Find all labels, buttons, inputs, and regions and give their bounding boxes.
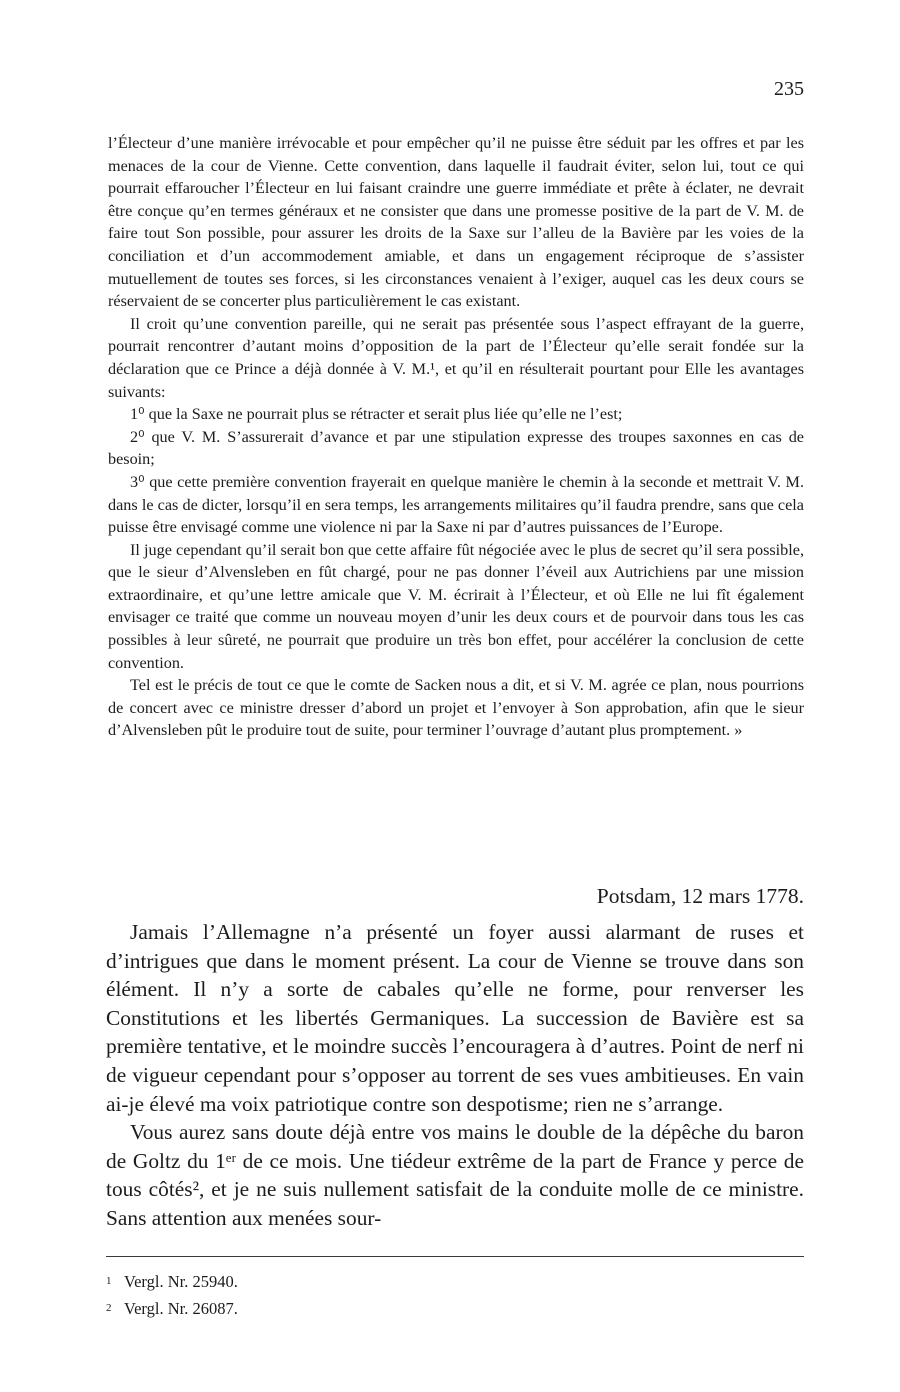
paragraph: Jamais l’Allemagne n’a présenté un foyer aussi alarmant de ruses et d’intrigues que dans le moment présent. La cour de Vienne se trouve dans son élément. Il n’y a sorte de cabales qu’elle ne forme, pour renverser les Constitutions et les libertés Germaniques. La succession de Bavière est sa première tentative, et le moindre succès l’encouragera à d’autres. Point de nerf ni de vigueur cependant pour s’opposer au torrent de ses vues ambitieuses. En vain ai-je élevé ma voix patriotique contre son despotisme; rien ne s’arrange. [106, 920, 804, 1116]
footnote [106, 1295, 804, 1322]
letter-dateline: Potsdam, 12 mars 1778. [596, 884, 804, 908]
paragraph: Il croit qu’une convention pareille, qui ne serait pas présentée sous l’aspect effrayant de la guerre, pourrait rencontrer d’autant moins d’opposition de la part de l’Électeur qu’elle serait fondée sur la déclaration que ce Prince a déjà donnée à V. M.¹, et qu’il en résulterait pourtant pour Elle les avantages suivants: [108, 314, 804, 401]
footnote-mark: 1 [106, 1275, 112, 1287]
paragraph: l’Électeur d’une manière irrévocable et pour empêcher qu’il ne puisse être séduit par les offres et par les menaces de la cour de Vienne. Cette convention, dans laquelle il faudrait éviter, selon lui, tout ce qui pourrait effaroucher l’Électeur en lui faisant craindre une guerre immédiate et prête à éclater, ne devrait être conçue qu’en termes généraux et ne consister que dans une promesse positive de la part de V. M. de faire tout Son possible, pour assurer les droits de la Saxe sur l’alleu de la Bavière par les voies de la conciliation et d’un accommodement amiable, et dans un engagement réciproque de s’assister mutuellement de toutes ses forces, si les circonstances venaient à l’exiger, auquel cas les deux cours se réservaient de se concerter plus particulièrement le cas existant. [108, 134, 804, 311]
footnotes [106, 1268, 804, 1322]
paragraph: 2⁰ que V. M. S’assurerait d’avance et par une stipulation expresse des troupes saxonnes en cas de besoin; [108, 427, 804, 469]
paragraph: 1⁰ que la Saxe ne pourrait plus se rétracter et serait plus liée qu’elle ne l’est; [130, 405, 623, 424]
footnote-divider [106, 1256, 804, 1257]
page-number: 235 [774, 78, 804, 100]
footnote-mark: 2 [106, 1302, 112, 1314]
paragraph: Vous aurez sans doute déjà entre vos mains le double de la dépêche du baron de Goltz du 1ᵉʳ de ce mois. Une tiédeur extrême de la part de France y perce de tous côtés², et je ne suis nullement satisfait de la conduite molle de ce ministre. Sans attention aux menées sour- [106, 1120, 804, 1230]
letter-body [106, 918, 804, 1233]
footnote-text: Vergl. Nr. 26087. [124, 1299, 238, 1318]
footnote-text: Vergl. Nr. 25940. [124, 1272, 238, 1291]
footnote [106, 1268, 804, 1295]
paragraph: 3⁰ que cette première convention frayerait en quelque manière le chemin à la seconde et mettrait V. M. dans le cas de dicter, lorsqu’il en sera temps, les arrangements militaires qu’il faudra prendre, sans que cela puisse être envisagé comme une violence ni par la Saxe ni par d’autres puissances de l’Europe. [108, 472, 804, 537]
paragraph: Tel est le précis de tout ce que le comte de Sacken nous a dit, et si V. M. agrée ce plan, nous pourrions de concert avec ce ministre dresser d’abord un projet et l’envoyer à Son approbation, afin que le sieur d’Alvensleben pût le produire tout de suite, pour terminer l’ouvrage d’autant plus promptement. » [108, 676, 804, 740]
paragraph: Il juge cependant qu’il serait bon que cette affaire fût négociée avec le plus de secret qu’il sera possible, que le sieur d’Alvensleben en fût chargé, pour ne pas donner l’éveil aux Autrichiens par une mission extraordinaire, et qu’une lettre amicale que V. M. écrirait à l’Électeur, et où Elle ne lui fît également envisager ce traité que comme un nouveau moyen d’unir les deux cours et de pourvoir dans tous les cas possibles à leur sûreté, ne pourrait que produire un très bon effet, pour accélérer la conclusion de cette convention. [108, 540, 804, 672]
quoted-report [108, 132, 804, 742]
